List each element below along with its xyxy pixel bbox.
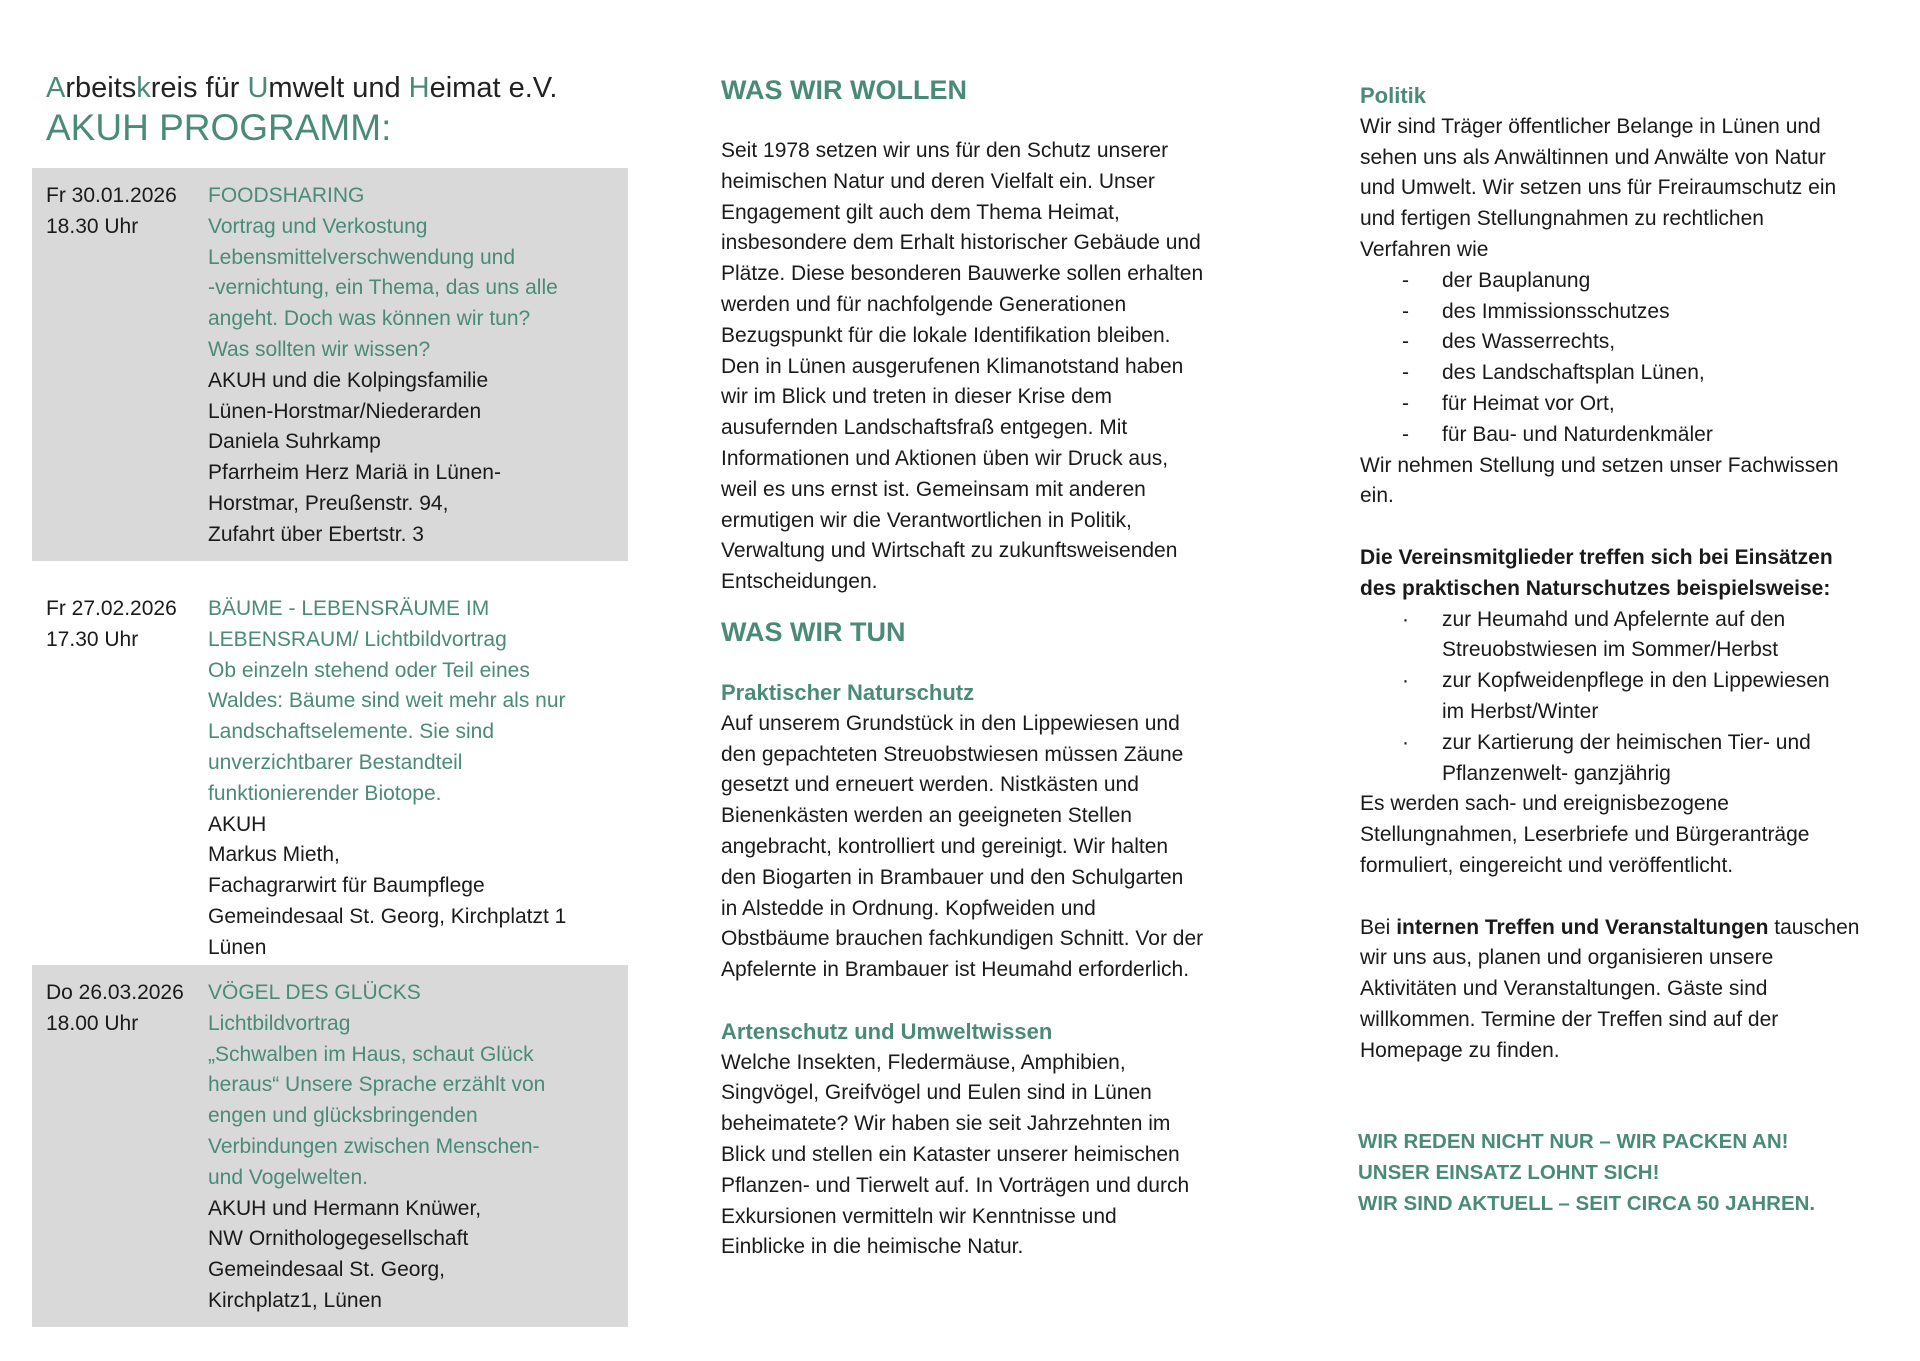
text-line: Apfelernte in Brambauer ist Heumahd erforderlich. — [721, 958, 1190, 982]
text-line: den gepachteten Streuobstwiesen müssen Zäune — [721, 742, 1184, 766]
text-line: Exkursionen vermitteln wir Kenntnisse und — [721, 1204, 1117, 1228]
event-description-line: Waldes: Bäume sind weit mehr als nur — [208, 689, 566, 713]
text-line: ausufernden Landschaftsfraß entgegen. Mit — [721, 416, 1128, 440]
text-line: Homepage zu finden. — [1360, 1038, 1560, 1062]
event-date-time — [46, 978, 206, 1040]
footer-slogan: WIR SIND AKTUELL – SEIT CIRCA 50 JAHREN. — [1358, 1191, 1816, 1215]
bullet-item — [1360, 327, 1900, 358]
event-date-time — [46, 594, 206, 656]
bullet-marker: - — [1402, 422, 1409, 446]
bullet-item — [1360, 420, 1900, 451]
event-info-line: AKUH und die Kolpingsfamilie — [208, 368, 489, 392]
bullet-item — [1360, 697, 1900, 728]
text-line: wir im Blick und treten in dieser Krise dem — [721, 385, 1112, 409]
event-info-line: Fachagrarwirt für Baumpflege — [208, 874, 485, 898]
text-line: Pflanzen- und Tierwelt auf. In Vorträgen und durch — [721, 1173, 1190, 1197]
event-description-line: Was sollten wir wissen? — [208, 337, 431, 361]
text-line: den Biogarten in Brambauer und den Schulgarten — [721, 865, 1184, 889]
text-segment: Bei — [1360, 915, 1397, 939]
bullet-marker: - — [1402, 268, 1409, 292]
text-line: Einblicke in die heimische Natur. — [721, 1235, 1024, 1259]
text-line: werden und für nachfolgende Generationen — [721, 292, 1127, 316]
bullet-text: des Landschaftsplan Lünen, — [1442, 361, 1705, 385]
text-line: Blick und stellen ein Kataster unserer heimischen — [721, 1142, 1180, 1166]
text-line: Wir nehmen Stellung und setzen unser Fachwissen — [1360, 453, 1839, 477]
bullet-text: des Wasserrechts, — [1442, 330, 1616, 354]
bullet-marker: - — [1402, 361, 1409, 385]
text-line: und Umwelt. Wir setzen uns für Freiraumschutz ein — [1360, 176, 1837, 200]
event-info-line: Kirchplatz1, Lünen — [208, 1288, 382, 1312]
text-line: Stellungnahmen, Leserbriefe und Bürgeranträge — [1360, 823, 1810, 847]
event-description-line: -vernichtung, ein Thema, das uns alle — [208, 276, 558, 300]
spacer — [1360, 882, 1900, 913]
text-line: sehen uns als Anwältinnen und Anwälte von Natur — [1360, 145, 1826, 169]
text-line: heimischen Natur und deren Vielfalt ein. Unser — [721, 169, 1155, 193]
bullet-text: Streuobstwiesen im Sommer/Herbst — [1442, 638, 1779, 662]
event-description-line: „Schwalben im Haus, schaut Glück — [208, 1042, 534, 1066]
event-time: 18.00 Uhr — [46, 1011, 139, 1035]
bold-text-line: des praktischen Naturschutzes beispielsweise: — [1360, 576, 1831, 600]
footer-slogan: WIR REDEN NICHT NUR – WIR PACKEN AN! — [1358, 1130, 1789, 1153]
subsection-heading: Politik — [1360, 83, 1427, 108]
text-line: Entscheidungen. — [721, 570, 878, 594]
event-item — [32, 965, 628, 1327]
org-name-part: U — [247, 72, 269, 104]
event-description-line: engen und glücksbringenden — [208, 1104, 478, 1128]
event-description-line: LEBENSRAUM/ Lichtbildvortrag — [208, 627, 507, 651]
event-description-line: heraus“ Unsere Sprache erzählt von — [208, 1073, 546, 1097]
text-line: Engagement gilt auch dem Thema Heimat, — [721, 200, 1120, 224]
event-description-line: Verbindungen zwischen Menschen- — [208, 1134, 540, 1158]
bullet-marker: · — [1402, 607, 1409, 631]
event-info-line: Zufahrt über Ebertstr. 3 — [208, 522, 424, 546]
text-line: Auf unserem Grundstück in den Lippewiesen und — [721, 711, 1180, 735]
bullet-item — [1360, 728, 1900, 759]
event-info-line: Gemeindesaal St. Georg, — [208, 1258, 445, 1282]
text-line: Es werden sach- und ereignisbezogene — [1360, 792, 1729, 816]
event-date-time — [46, 181, 206, 243]
text-line: beheimatete? Wir haben sie seit Jahrzehnten im — [721, 1112, 1171, 1136]
event-info-line: AKUH und Hermann Knüwer, — [208, 1196, 482, 1220]
spacer — [721, 986, 1261, 1017]
text-line: ein. — [1360, 484, 1394, 508]
text-line — [1360, 913, 1900, 944]
column-mission — [721, 74, 1261, 1263]
event-info-line: Lünen — [208, 935, 267, 959]
event-time: 18.30 Uhr — [46, 214, 139, 238]
text-line: Aktivitäten und Veranstaltungen. Gäste sind — [1360, 977, 1768, 1001]
event-date: Do 26.03.2026 — [46, 981, 184, 1004]
text-line: Obstbäume brauchen fachkundigen Schnitt. Vor der — [721, 927, 1204, 951]
org-name-part: reis für — [150, 72, 248, 104]
event-item — [32, 168, 628, 561]
event-description-line: Vortrag und Verkostung — [208, 214, 428, 238]
event-item — [32, 581, 628, 974]
event-details — [208, 594, 628, 964]
bullet-text: für Bau- und Naturdenkmäler — [1442, 422, 1713, 446]
text-line: Singvögel, Greifvögel und Eulen sind in Lünen — [721, 1081, 1152, 1105]
text-line: Seit 1978 setzen wir uns für den Schutz unserer — [721, 139, 1169, 162]
event-description-line: unverzichtbarer Bestandteil — [208, 750, 463, 774]
event-description-line: Landschaftselemente. Sie sind — [208, 720, 495, 744]
program-header — [46, 70, 636, 150]
text-line: Informationen und Aktionen üben wir Druck aus, — [721, 446, 1169, 470]
bullet-item — [1360, 666, 1900, 697]
text-line: Verfahren wie — [1360, 237, 1489, 261]
event-description-line: angeht. Doch was können wir tun? — [208, 307, 531, 331]
event-date: Fr 30.01.2026 — [46, 184, 177, 207]
bullet-text: Pflanzenwelt- ganzjährig — [1442, 761, 1671, 785]
bullet-text: zur Kopfweidenpflege in den Lippewiesen — [1442, 669, 1830, 693]
event-description-line: Lichtbildvortrag — [208, 1011, 351, 1035]
event-time: 17.30 Uhr — [46, 627, 139, 651]
org-name-part: A — [46, 72, 66, 104]
org-name-part: mwelt und — [268, 72, 409, 104]
bullet-marker: - — [1402, 330, 1409, 354]
event-info-line: Gemeindesaal St. Georg, Kirchplatzt 1 — [208, 904, 567, 928]
bullet-text: des Immissionsschutzes — [1442, 299, 1670, 323]
text-line: Verwaltung und Wirtschaft zu zukunftsweisenden — [721, 539, 1178, 563]
organization-name — [46, 70, 636, 106]
org-name-part: eimat e.V. — [429, 72, 558, 104]
org-name-part: H — [408, 72, 430, 104]
event-title: VÖGEL DES GLÜCKS — [208, 981, 421, 1004]
bullet-item — [1360, 605, 1900, 636]
text-line: ermutigen wir die Verantwortlichen in Politik, — [721, 508, 1132, 532]
bullet-item — [1360, 635, 1900, 666]
event-description-line: Ob einzeln stehend oder Teil eines — [208, 658, 530, 682]
event-info-line: Horstmar, Preußenstr. 94, — [208, 491, 449, 515]
event-info-line: NW Ornithologegesellschaft — [208, 1227, 469, 1251]
subsection-heading: Artenschutz und Umweltwissen — [721, 1018, 1053, 1044]
text-line: insbesondere dem Erhalt historischer Gebäude und — [721, 231, 1201, 255]
event-description-line: und Vogelwelten. — [208, 1165, 368, 1189]
event-description-line: funktionierender Biotope. — [208, 781, 442, 805]
event-details — [208, 978, 628, 1317]
text-segment: internen Treffen und Veranstaltungen — [1396, 915, 1769, 939]
bullet-text: zur Heumahd und Apfelernte auf den — [1442, 607, 1786, 631]
section-heading: WAS WIR WOLLEN — [721, 75, 967, 105]
text-line: Bienenkästen werden an geeigneten Stellen — [721, 804, 1132, 828]
event-title: BÄUME - LEBENSRÄUME IM — [208, 597, 490, 620]
event-details — [208, 181, 628, 551]
text-line: weil es uns ernst ist. Gemeinsam mit anderen — [721, 477, 1146, 501]
text-line: Plätze. Diese besonderen Bauwerke sollen erhalten — [721, 262, 1204, 286]
program-title: AKUH PROGRAMM: — [46, 107, 392, 148]
footer-slogans — [1358, 1127, 1815, 1219]
footer-slogan: UNSER EINSATZ LOHNT SICH! — [1358, 1160, 1660, 1184]
bullet-text: für Heimat vor Ort, — [1442, 391, 1615, 415]
bullet-item — [1360, 358, 1900, 389]
text-line: Bezugspunkt für die lokale Identifikation bleiben. — [721, 323, 1171, 347]
bullet-marker: - — [1402, 391, 1409, 415]
event-info-line: Pfarrheim Herz Mariä in Lünen- — [208, 461, 501, 485]
spacer — [1360, 512, 1900, 543]
bullet-marker: · — [1402, 669, 1409, 693]
text-line: wir uns aus, planen und organisieren unsere — [1360, 946, 1774, 970]
text-line: in Alstedde in Ordnung. Kopfweiden und — [721, 896, 1096, 920]
text-line: formuliert, eingereicht und veröffentlicht. — [1360, 853, 1734, 877]
text-line: Welche Insekten, Fledermäuse, Amphibien, — [721, 1050, 1126, 1074]
org-name-part: k — [136, 72, 151, 104]
section-heading: WAS WIR TUN — [721, 616, 906, 647]
bullet-text: zur Kartierung der heimischen Tier- und — [1442, 730, 1811, 754]
event-date: Fr 27.02.2026 — [46, 597, 177, 620]
text-line: gesetzt und erneuert werden. Nistkästen und — [721, 773, 1139, 797]
bullet-item — [1360, 389, 1900, 420]
event-info-line: Lünen-Horstmar/Niederarden — [208, 399, 482, 423]
text-line: Den in Lünen ausgerufenen Klimanotstand haben — [721, 354, 1184, 378]
bullet-marker: - — [1402, 299, 1409, 323]
text-line: willkommen. Termine der Treffen sind auf der — [1360, 1007, 1779, 1031]
org-name-part: rbeits — [65, 72, 137, 104]
event-info-line: Markus Mieth, — [208, 843, 340, 867]
column-activities — [1360, 81, 1900, 1067]
bullet-text: der Bauplanung — [1442, 268, 1591, 292]
bullet-marker: · — [1402, 730, 1409, 754]
text-line: angebracht, kontrolliert und gereinigt. Wir halten — [721, 834, 1169, 858]
text-line: und fertigen Stellungnahmen zu rechtlichen — [1360, 207, 1764, 231]
event-info-line: AKUH — [208, 812, 267, 836]
subsection-heading: Praktischer Naturschutz — [721, 679, 975, 705]
event-title: FOODSHARING — [208, 184, 365, 207]
bullet-text: im Herbst/Winter — [1442, 699, 1599, 723]
event-description-line: Lebensmittelverschwendung und — [208, 245, 516, 269]
bullet-item — [1360, 297, 1900, 328]
bullet-item — [1360, 266, 1900, 297]
text-segment: tauschen — [1768, 915, 1860, 939]
text-line: Wir sind Träger öffentlicher Belange in Lünen und — [1360, 114, 1821, 138]
bullet-item — [1360, 759, 1900, 790]
event-info-line: Daniela Suhrkamp — [208, 430, 381, 454]
bold-text-line: Die Vereinsmitglieder treffen sich bei Einsätzen — [1360, 545, 1833, 569]
